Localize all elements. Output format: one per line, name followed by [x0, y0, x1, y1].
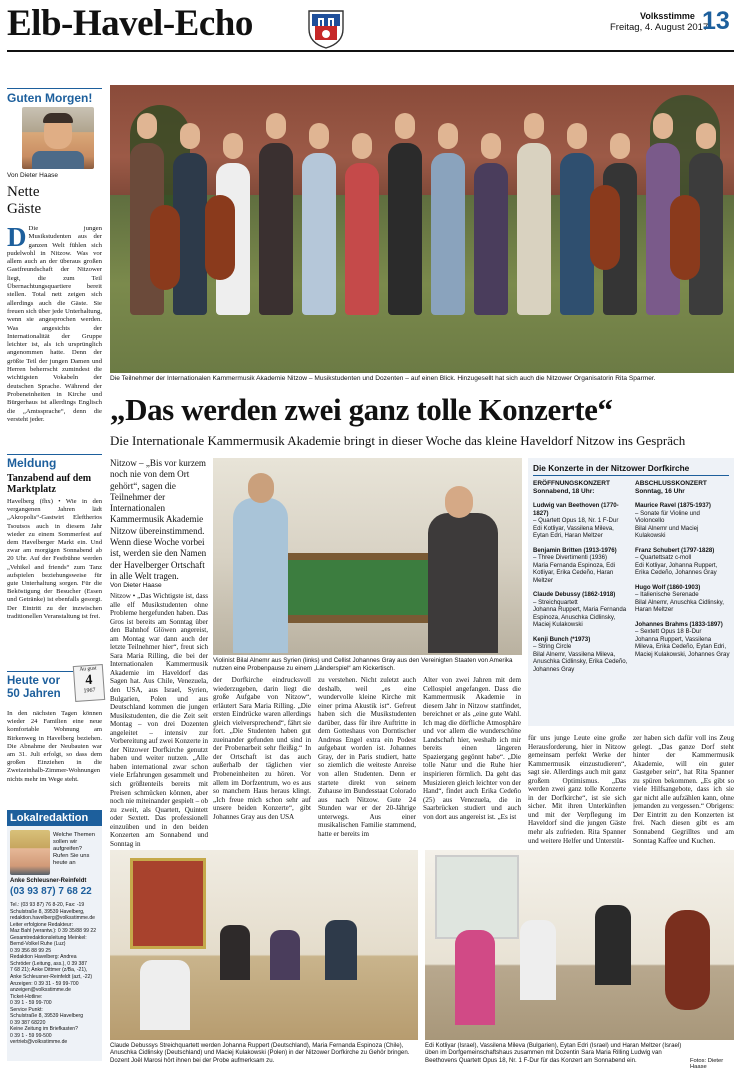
masthead-rule [7, 50, 734, 52]
concert-right-head: ABSCHLUSSKONZERT [635, 480, 707, 487]
lokalredaktion-line: Gesamtredaktionsleitung Meinkel: [10, 934, 87, 941]
concert-composer: Maurice Ravel (1875-1937) [635, 502, 711, 509]
concert-work: – Sonate für Violine und Violoncello [635, 509, 700, 524]
concert-composer: Johannes Brahms (1833-1897) [635, 620, 723, 628]
concert-item [635, 502, 730, 540]
lokalredaktion-line: 7 68 21); Anke Dittmer (z/Ba, -21), [10, 967, 88, 974]
section-rule [7, 88, 102, 89]
lokalredaktion-line: Tel.: (03 93 87) 76 8-20, Fax: -19 [10, 902, 85, 908]
meldung-headline: Tanzabend auf dem Marktplatz [7, 473, 92, 495]
concert-item [635, 547, 730, 577]
author-photo [22, 107, 94, 169]
person-head [352, 133, 372, 159]
concert-work: – Quartettsatz c-moll [635, 554, 692, 561]
concert-item [533, 591, 628, 629]
concert-composer: Franz Schubert (1797-1828) [635, 546, 715, 554]
rehearsal-photo [425, 850, 734, 1040]
lokalredaktion-line: 0 39 1 - 59 99-700 [10, 1000, 52, 1007]
paper-name: Volksstimme [640, 11, 695, 21]
lokalredaktion-line: Schröder (Leitung, ass.), 0 39 387 [10, 960, 88, 967]
cello-shape [590, 185, 620, 270]
article-col5: für uns junge Leute eine große Herausforderung, hier in Nitzow gemeinsam perfekt Werke der Kammermusik einzustudieren“, sagt sie. Allerdings auch mit ganz großem Optimismus. „Das werden zwei ganz tolle Konzerte in der Dorfkirche“, ist sie sich sicher. Mit ihren Unterkünften und mit der Verpflegung im Haveldorf sind die jungen Gäste mehr als zufrieden. Rita Spanner und weitere Helfer und Unterstüt- [528, 734, 626, 845]
person-head [481, 133, 501, 159]
concert-composer: Hugo Wolf (1860-1903) [635, 583, 701, 591]
foosball-photo [213, 458, 522, 655]
person-figure [431, 153, 465, 315]
guten-morgen-body: Die jungen Musikstudenten aus der ganzen Welt fühlen sich pudelwohl in Nitzow. Was vor allem auch an der überaus großen Gastfreundschaft der Nitzower liegt, die zum Teil Übernachtungsquartiere bereit stellen. Total nett zeigen sich allerdings auch die Gäste. Sie freuen sich über jede Unterhaltung, wenn sie angesprochen werden. Was angesichts der Internationalität der Gruppe leichter ist, als ich ursprünglich angenommen hatte. Denn der größte Teil der jungen Damen und Herren beherrscht zumindest die wichtigsten Vokabeln der deutschen Sprache. Während der Probeneinheiten in Kirche und Bürgerhaus ist allerdings Englisch die „Amtssprache“, denn die versteht jeder. [7, 225, 102, 423]
person-head [610, 133, 630, 159]
meldung-text: Havelberg (fhx) • Wie in den vergangenen Jahren lädt „Akropolis“-Gastwirt Eleftherios Tsoutsos auch in diesem Jahr wieder zu einem Sommerfest auf dem Havelberger Markt ein. Und zwar am morgigen Sonnabend ab 20 Uhr. Auf der Festbühne werden „Vehikel and friends“ zum Tanz aufspielen beziehungsweise für gute Unterhaltung sorgen. Für die Beköstigung der Besucher (Essen und Getränke) ist ebenfalls gesorgt. Der Eintritt zu der inzwischen traditionellen Veranstaltung ist frei. [7, 498, 102, 620]
page-number: 13 [702, 7, 730, 35]
concert-right-date: Sonntag, 16 Uhr [635, 488, 685, 495]
concert-composer: Kenji Bunch (*1973) [533, 635, 591, 643]
masthead-title: Elb-Havel-Echo [7, 3, 253, 44]
person-head [395, 113, 415, 139]
concert-item [635, 621, 730, 659]
article-col3: zu verstehen. Nicht zuletzt auch deshalb, weil „es eine wundervolle kleine Kirche mit einer prima Akustik ist“. Gefreut haben sich die Musikstudenten darüber, dass für ihre Auftritte in dem Gotteshaus von Dorntischer Andreas Engel extra ein Podest aufgebaut worden ist. Johannes Gray, der in Paris studiert, hatte so ziemlich die weiteste Anreise von allen Studenten. Denn er startete direkt von seinem Zuhause im Bundesstaat Colorado aus nach Nitzow. Gute 24 Stunden war er der 20-Jährige unterwegs. Aus einer musikalischen Familie stammend, hatte er bereits im [318, 676, 416, 838]
concert-box-title: Die Konzerte in der Nitzower Dorfkirche [533, 463, 690, 473]
concert-work: – Streichquartett [533, 598, 578, 606]
group-photo-caption: Die Teilnehmer der Internationalen Kammermusik Akademie Nitzow – Musikstudenten und Dozenten – auf einen Blick. Hinzugesellt hat sich auch die Nitzower Organisatorin Rita Sparmer. [110, 375, 656, 382]
person-figure [302, 153, 336, 315]
concert-left-date: Sonnabend, 18 Uhr: [533, 488, 595, 495]
person-figure [345, 163, 379, 315]
concert-work: – Three Divertimenti (1936) [533, 554, 608, 561]
contact-photo [10, 830, 50, 875]
guten-morgen-author: Von Dieter Haase [7, 172, 58, 179]
lokalredaktion-line: anzeigen@volksstimme.de [10, 987, 71, 994]
guten-morgen-title-line1: Nette [7, 184, 40, 200]
concert-composer: Claude Debussy (1862-1918) [533, 591, 616, 598]
lokalredaktion-line: Service Punkt: [10, 1006, 43, 1013]
heute-label-line2: 50 Jahren [7, 688, 61, 700]
cello-shape [150, 205, 180, 290]
concert-work: – Italienische Serenade [635, 591, 699, 598]
heute-text: In den nächsten Tagen können wieder 24 Familien eine neue komfortable Wohnung am Birkenweg in Havelberg beziehen. Die Abnahme der Neubauten war am 31. Juli erfolgt, so dass dem großen Einziehen in die Zweizeinhalb-Zimmer-Wohnungen nichts mehr im Wege steht. [7, 710, 102, 783]
contact-phone[interactable]: (03 93 87) 7 68 22 [10, 886, 92, 897]
concert-left-program [533, 502, 628, 680]
concert-item [533, 636, 628, 674]
person-head [567, 123, 587, 149]
guten-morgen-text: D Die jungen Musikstudenten aus der ganzen Welt fühlen sich pudelwohl in Nitzow. Was vor allem auch an der überaus großen Gastfreundschaft der Nitzower liegt, die zum Teil Übernachtungsquartiere bereit stellen. Total nett zeigen sich allerdings auch die Gäste. Sie freuen sich über jede Unterhaltung, wenn sie angesprochen werden. Was angesichts der Internationalität der Gruppe leichter ist, als ich ursprünglich angenommen hatte. Denn der größte Teil der jungen Damen und Herren beherrscht zumindest die wichtigsten Vokabeln der deutschen Sprache. Während der Probeneinheiten in Kirche und Bürgerhaus ist allerdings Englisch die „Amtssprache“, denn die versteht jeder. [7, 225, 102, 423]
concert-work: – String Circle [533, 643, 572, 650]
concert-box [528, 458, 734, 726]
heute-label [7, 675, 61, 701]
lokalredaktion-line: Anke Schleusner-Reinfeldt (azt, -22) [10, 974, 93, 981]
lokalredaktion-line: Maz Bahl (verantw.): 0 39 35/88 99 22 [10, 928, 97, 935]
concert-work: – Quartett Opus 18, Nr. 1 F-Dur [533, 517, 619, 524]
person-figure [560, 153, 594, 315]
calendar-badge [73, 664, 105, 702]
concert-players: Maria Fernanda Espinoza, Edi Kotliyar, Erika Cedeño, Haran Meltzer [533, 561, 615, 584]
lokalredaktion-box [7, 810, 102, 1061]
lokalredaktion-line: Redaktion Havelberg: Andrea [10, 954, 77, 961]
person-head [696, 123, 716, 149]
rehearsal-photo-caption: Edi Kotliyar (Israel), Vassilena Mileva (Bulgarien), Eytan Edri (Israel) und Haran Meltzer (Israel) üben im Dorfgemeinschaftshaus zusammen mit Dozentin Sara Maria Rilling Ludwig van Beethovens Quartett Opus 18, Nr. 1 F-Dur für das Konzert am Sonnabend ein. [425, 1042, 682, 1064]
concert-item [635, 584, 730, 614]
concert-left-head: ERÖFFNUNGSKONZERT [533, 480, 610, 487]
lokalredaktion-line: Schulstraße 8, 39539 Havelberg, [10, 908, 85, 915]
photo-credit: Fotos: Dieter Haase [690, 1058, 724, 1070]
article-col1: Nitzow • „Das Wichtigste ist, dass alle elf Musikstudenten ohne Probleme hergefunden haben. Das Gros ist bereits am Sonntag über den Bahnhof Glöwen angereist, am Montag war dann auch der letzte Teilnehmer hier“, freut sich Sara Maria Rilling, die bei der Internationalen Kammermusik Akademie im Haveldorf das Sagen hat. Aus Chile, Venezuela, den USA, aus Israel, Syrien, Bulgarien, Polen und aus Deutschland kommen die jungen Musikstudenten, die die Zeit seit Montag – von drei Dozenten angeleitet – intensiv zur Vorbereitung auf zwei Konzerte in der Nitzower Dorfkirche genutzt haben und weiter nutzen. „Alle haben international zwar schon viele Erfahrungen gesammelt und sich größtenteils bereits mit Preisen schmücken können, aber noch nie miteinander gespielt – ob zu zweit, als Quartett, Quintett oder Sextett. Das professionell einzuüben und in den beiden Konzerten am Sonnabend und Sonntag in [110, 592, 208, 848]
foosball-photo-caption: Violinist Bilal Alnemr aus Syrien (links) und Cellist Johannes Gray aus den Vereinigten Staaten von Amerika nutzen eine Probenpause zu einem „Länderspiel“ am Kickertisch. [213, 657, 513, 672]
concert-players: Johanna Ruppert, Maria Fernanda Espinoza, Anuschka Cidlinsky, Maciej Kulakowski [533, 606, 627, 628]
church-photo [110, 850, 418, 1040]
person-figure [388, 143, 422, 315]
person-head [653, 113, 673, 139]
church-photo-caption: Claude Debussys Streichquartett werden Johanna Ruppert (Deutschland), Maria Fernanda Espinoza (Chile), Anuschka Cidlinsky (Deutschland) und Maciej Kulakowski (Polen) in der Nitzower Dorfkirche zu Gehör bringen. Dozent Joël Marosi hört ihnen bei der Probe aufmerksam zu. [110, 1042, 410, 1064]
article-byline: Von Dieter Haase [110, 582, 162, 589]
section-rule [7, 454, 102, 455]
concert-players: Bilal Alnemr, Anuschka Cidlinsky, Haran Meltzer [635, 598, 724, 613]
lokalredaktion-note: Welche Themen sollen wir aufgreifen? Rufen Sie uns heute an [53, 832, 95, 866]
cello-shape [205, 195, 235, 280]
lokalredaktion-line: vertrieb@volksstimme.de [10, 1039, 68, 1046]
concert-players: Johanna Ruppert, Vassilena Mileva, Erika Cedeño, Eytan Edri, Maciej Kulakowski, Johannes Gray [635, 635, 730, 658]
concert-players: Bilal Alnemr und Maciej Kulakowski [635, 524, 699, 539]
concert-players: Edi Kotliyar, Vassilena Mileva, Eytan Edri, Haran Meltzer [533, 524, 614, 539]
town-crest-icon [305, 7, 347, 49]
person-head [266, 113, 286, 139]
article-col4: Alter von zwei Jahren mit dem Cellospiel angefangen. Dass die Kammermusik Akademie in diesem Jahr in Nitzow stattfindet, bereichnet er als „eine gute Wahl. Ich mag die dörfliche Atmosphäre und vor allem die wunderschöne Landschaft hier, weshalb ich mir bereits einen längeren Spaziergang gegönnt habe“. „Die tolle Natur und die Ruhe hier inspirieren förmlich. Da geht das Musizieren gleich leichter von der Hand“, findet auch Erika Cedeño (25) aus Venezuela, die in Saarbrücken studiert und auch von dort aus angereist ist. „Es ist [423, 676, 521, 821]
guten-morgen-title-line2: Gäste [7, 201, 42, 217]
person-head [438, 123, 458, 149]
lokalredaktion-header: Lokalredaktion [7, 810, 102, 826]
contact-name: Anke Schleusner-Reinfeldt [10, 878, 87, 884]
concert-work: – Sextett Opus 18 B-Dur [635, 628, 702, 635]
guten-morgen-label: Guten Morgen! [7, 91, 93, 105]
article-subheadline: Die Internationale Kammermusik Akademie bringt in dieser Woche das kleine Haveldorf Nitzow ins Gespräch [110, 433, 686, 448]
article-col6: zer haben sich dafür voll ins Zeug gelegt. „Das ganze Dorf steht hinter der Kammermusik Akademie, will ein guter Gastgeber sein“, hat Rita Spanner zu spüren bekommen. „Es gibt so viele Hilfsangebote, dass ich sie gar nicht alle aufzählen kann, ohne jemanden zu vergessen.“ Obrigens: Der Eintritt zu den Konzerten ist frei. Nach diesen gibt es am Sonnabend Gegrilltes und am Sonntag Kaffee und Kuchen. [633, 734, 734, 845]
person-figure [259, 143, 293, 315]
calendar-badge-day: 4 [84, 672, 93, 689]
person-head [180, 123, 200, 149]
calendar-badge-month: Au gust [79, 665, 97, 673]
concert-item [533, 547, 628, 585]
person-head [524, 113, 544, 139]
concert-composer: Ludwig van Beethoven (1770-1827) [533, 502, 619, 517]
lokalredaktion-line: Schulstraße 8, 39539 Havelberg [10, 1013, 84, 1020]
person-head [309, 123, 329, 149]
guten-morgen-title [7, 184, 41, 218]
person-figure [517, 143, 551, 315]
lokalredaktion-line: Ticket-Hotline: [10, 993, 43, 1000]
article-lead: Nitzow – „Bis vor kurzem noch nie von dem Ort gehört“, sagen die Teilnehmer der Internationalen Kammermusik Akademie Nitzow übereinstimmend. Wenn diese Woche vorbei ist, werden sie den Namen der Havelberger Ortschaft in alle Welt tragen. [110, 458, 207, 581]
concert-right-program [635, 502, 730, 665]
lokalredaktion-line: 0 39 387 68220 [10, 1019, 46, 1026]
person-figure [474, 163, 508, 315]
lokalredaktion-line: Leiter erfolgione Redakteur: [10, 921, 73, 928]
lokalredaktion-details [10, 902, 100, 1046]
lokalredaktion-line: Keine Zeitung im Briefkasten? [10, 1026, 78, 1033]
lokalredaktion-line: 0 39 1 - 59 99-500 [10, 1032, 52, 1039]
article-col2: der Dorfkirche eindrucksvoll wiederzugeben, darin liegt die große Aufgabe von Nitzow“, erläutert Sara Maria Rilling. „Die ersten Eindrücke waren allerdings gleich vielversprechend“, fährt sie fort. „Die Studenten haben gut zueinander gefunden und sind in der Probenarbeit sehr fleißig.“ In der Ortschaft ist das auch außerhalb der täglichen vier Probeneinheiten zu hören. Vor allem im Dorfzentrum, wo es aus so manchem Haus heraus klingt. „Ich freue mich schon sehr auf unsere beiden Konzerte“, gibt Johannes Gray aus den USA [213, 676, 311, 821]
lokalredaktion-line: Bernd-Volkel Ruhe (Luz) [10, 941, 66, 948]
calendar-badge-year: 1967 [83, 687, 96, 695]
meldung-label: Meldung [7, 456, 57, 470]
lokalredaktion-line: redaktion.havelberg@volksstimme.de [10, 915, 96, 922]
concert-item [533, 502, 628, 540]
heute-label-line1: Heute vor [7, 675, 61, 687]
lokalredaktion-line: Anzeigen: 0 39 31 - 59 99-700 [10, 980, 79, 987]
issue-date: Freitag, 4. August 2017 [610, 22, 709, 33]
concert-players: Edi Kotliyar, Johanna Ruppert, Erika Cedeño, Johannes Gray [635, 561, 718, 576]
concert-players: Bilal Alnemr, Vassilena Mileva, Anuschka Cidlinsky, Erika Cedeño, Johannes Gray [533, 650, 628, 673]
lokalredaktion-line: 0 39 356 88 99 25 [10, 947, 52, 954]
group-photo [110, 85, 734, 373]
concert-composer: Benjamin Britten (1913-1976) [533, 546, 617, 554]
cello-shape [670, 195, 700, 280]
article-headline: „Das werden zwei ganz tolle Konzerte“ [110, 392, 613, 427]
person-head [223, 133, 243, 159]
person-head [137, 113, 157, 139]
